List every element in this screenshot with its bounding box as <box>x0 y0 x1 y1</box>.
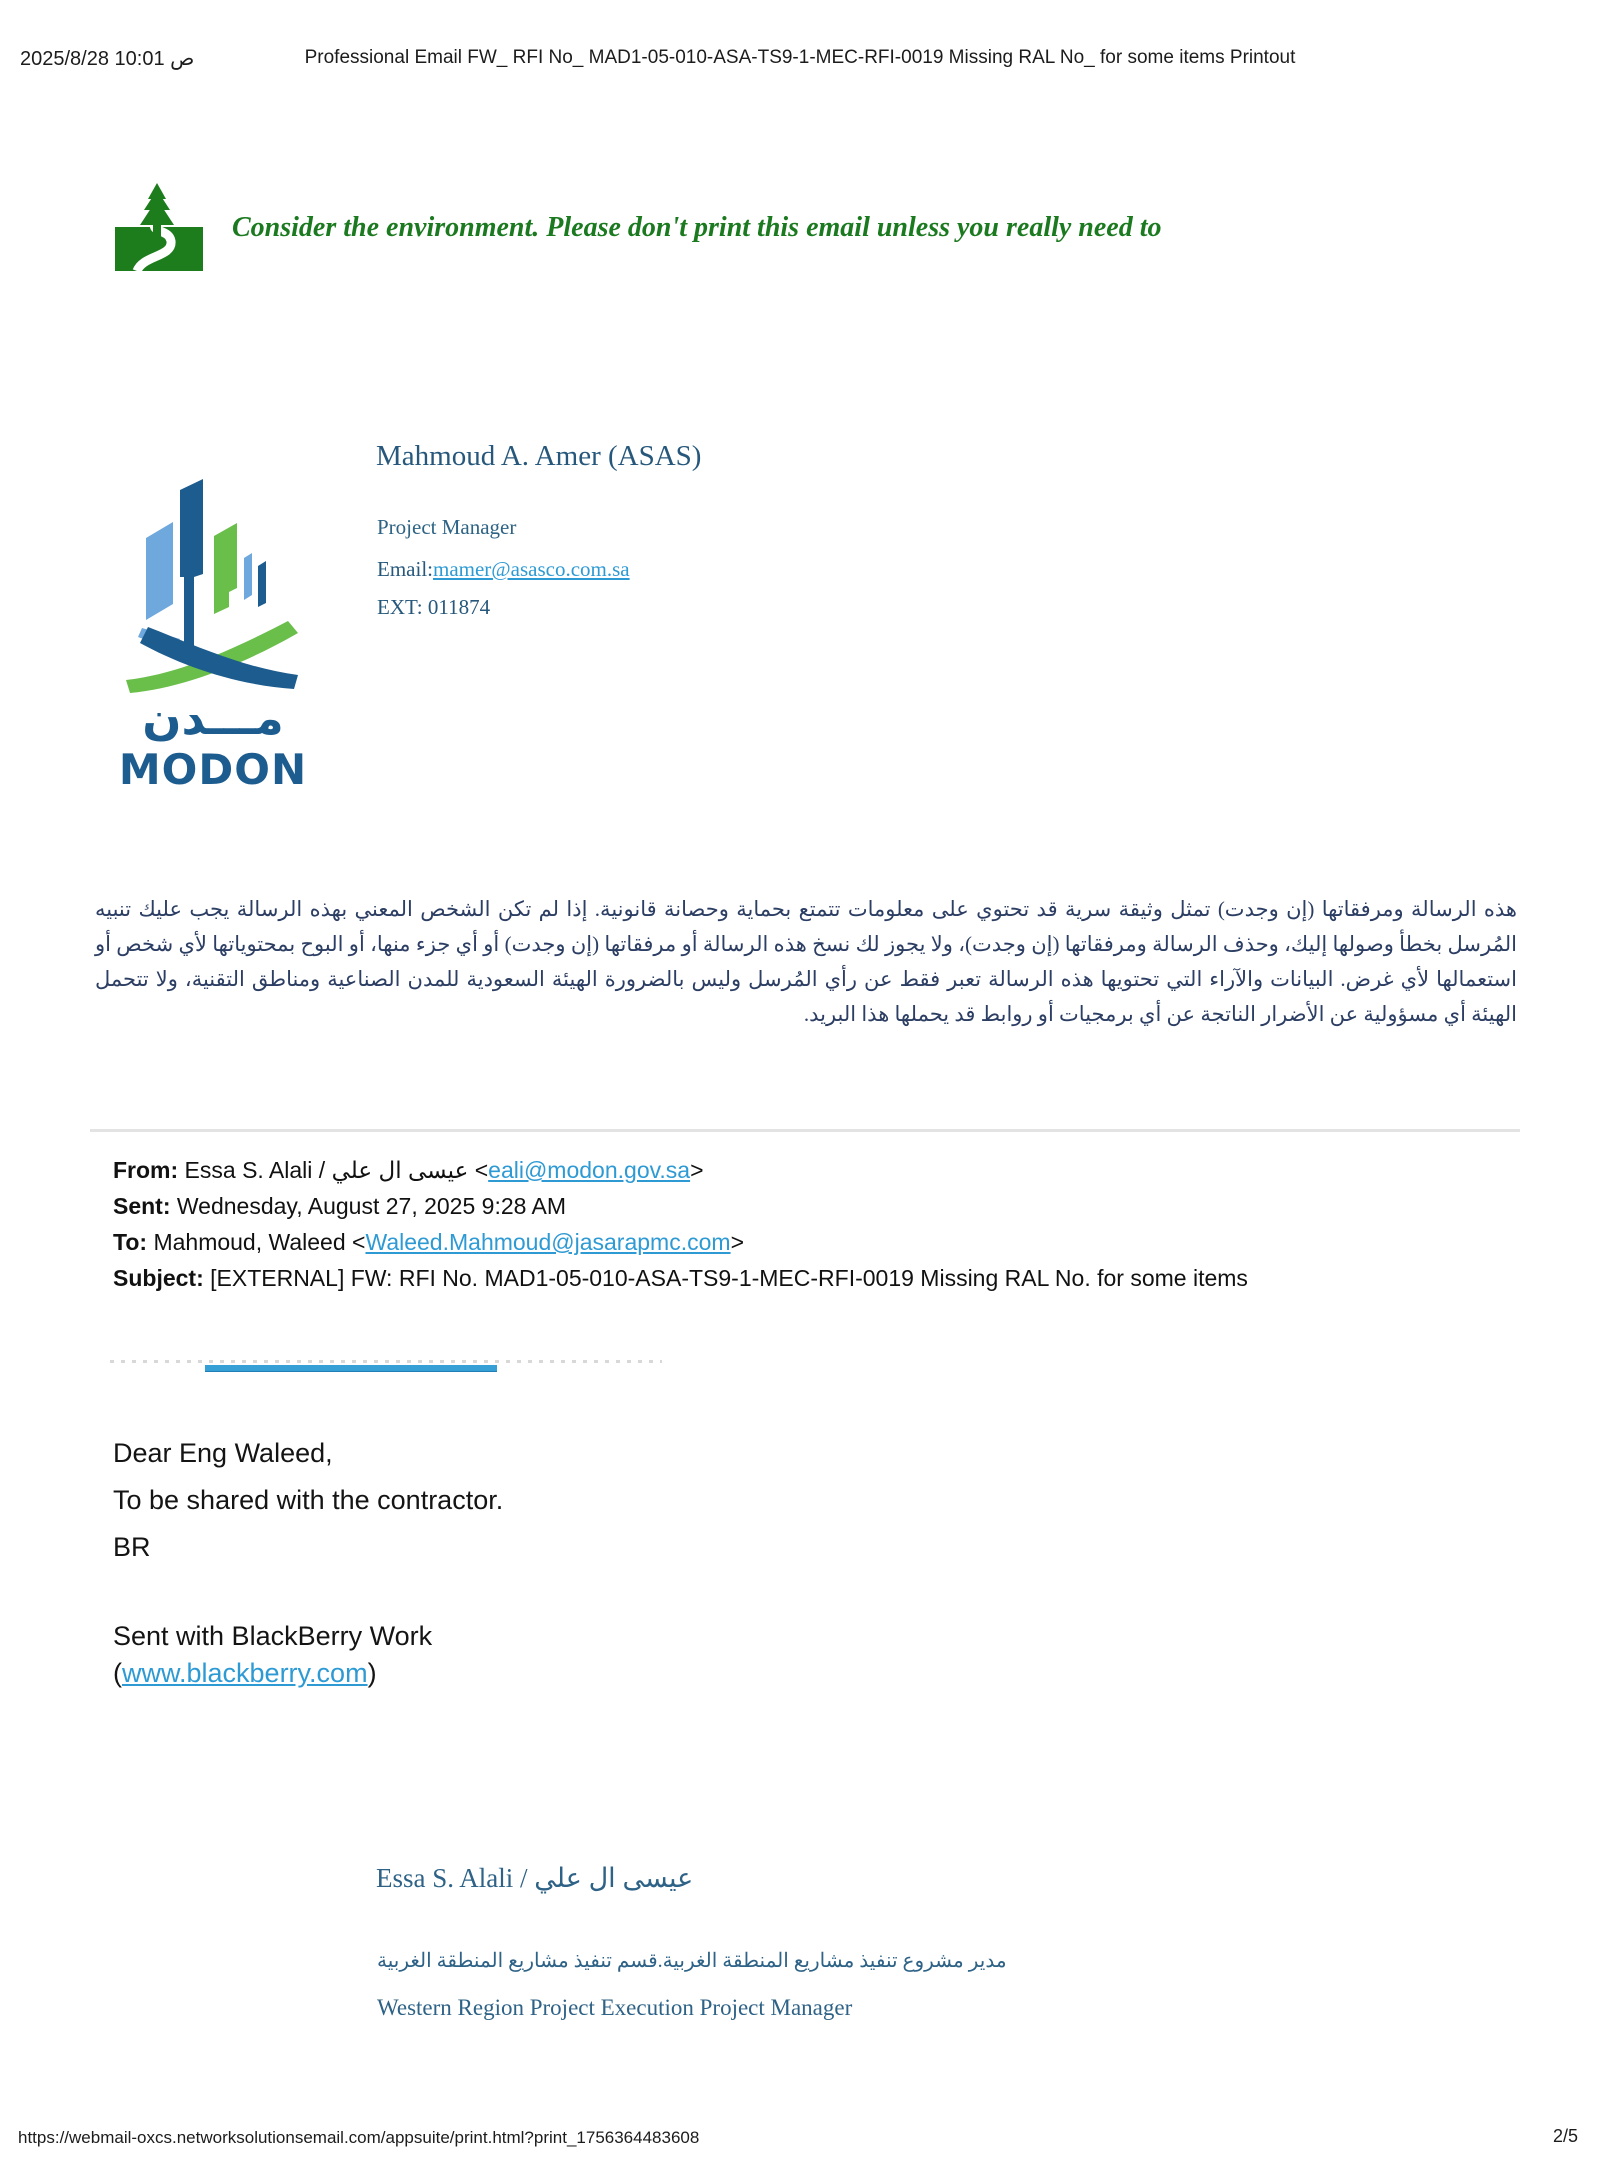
subject-value: [EXTERNAL] FW: RFI No. MAD1-05-010-ASA-TS9-1-MEC-RFI-0019 Missing RAL No. for some items <box>203 1265 1248 1291</box>
modon-latin-wordmark: MODON <box>118 745 308 794</box>
sent-label: Sent: <box>113 1193 171 1219</box>
blackberry-block <box>113 1618 432 1692</box>
arabic-disclaimer: هذه الرسالة ومرفقاتها (إن وجدت) تمثل وثيقة سرية قد تحتوي على معلومات تتمتع بحماية وحصانة قانونية. إذا لم تكن الشخص المعني بهذه الرسالة يجب عليك تنبيه المُرسل بخطأ وصولها إليك، وحذف الرسالة ومرفقاتها (إن وجدت)، ولا يجوز لك نسخ هذه الرسالة أو مرفقاتها (إن وجدت) أو أي جزء منها، أو البوح بمحتوياتها لأي شخص أو استعمالها لأي غرض. البيانات والآراء التي تحتويها هذه الرسالة تعبر فقط عن رأي المُرسل وليس بالضرورة الهيئة السعودية للمدن الصناعية ومناطق التقنية، ولا تتحمل الهيئة أي مسؤولية عن الأضرار الناتجة عن أي برمجيات أو روابط قد يحملها هذا البريد. <box>95 897 1517 1026</box>
subject-line <box>113 1260 1248 1296</box>
from-email-link[interactable]: eali@modon.gov.sa <box>488 1157 691 1183</box>
to-value: Mahmoud, Waleed < <box>147 1229 366 1255</box>
from-close: > <box>690 1157 704 1183</box>
footer-signature-arabic-title: مدير مشروع تنفيذ مشاريع المنطقة الغربية.قسم تنفيذ مشاريع المنطقة الغربية <box>377 1950 1007 1972</box>
sender-name: Mahmoud A. Amer (ASAS) <box>376 440 702 472</box>
sender-email-link[interactable]: mamer@asasco.com.sa <box>433 557 630 581</box>
to-line <box>113 1224 1248 1260</box>
to-label: To: <box>113 1229 148 1255</box>
page-indicator: 2/5 <box>1552 2126 1578 2146</box>
body-line-1: To be shared with the contractor. <box>113 1485 504 1515</box>
from-line <box>113 1152 1248 1188</box>
sender-email-label: Email: <box>377 557 433 581</box>
environment-tree-icon <box>113 183 207 273</box>
paren-close: ) <box>367 1658 377 1688</box>
from-value: Essa S. Alali / عيسى ال علي < <box>178 1157 489 1183</box>
paren-open: ( <box>113 1658 122 1688</box>
sender-email-line <box>377 557 630 582</box>
print-title: Professional Email FW_ RFI No_ MAD1-05-010-ASA-TS9-1-MEC-RFI-0019 Missing RAL No_ for some items Printout <box>304 47 1296 68</box>
environment-message: Consider the environment. Please don't print this email unless you really need to <box>232 212 1162 243</box>
tiny-link-underline[interactable] <box>205 1365 497 1372</box>
sent-value: Wednesday, August 27, 2025 9:28 AM <box>170 1193 567 1219</box>
print-source-url: https://webmail-oxcs.networksolutionsemail.com/appsuite/print.html?print_1756364483608 <box>18 2128 700 2147</box>
sender-role: Project Manager <box>377 515 517 539</box>
divider-line <box>90 1129 1520 1132</box>
to-email-link[interactable]: Waleed.Mahmoud@jasarapmc.com <box>365 1229 731 1255</box>
message-body <box>113 1430 503 1571</box>
modon-arabic-wordmark: مـــدن <box>142 691 284 745</box>
blackberry-link-line <box>113 1655 432 1692</box>
to-close: > <box>730 1229 744 1255</box>
print-datetime: ص 10:01 2025/8/28 <box>20 48 195 70</box>
tiny-illegible-text-line <box>110 1360 662 1363</box>
subject-label: Subject: <box>113 1265 204 1291</box>
sent-line <box>113 1188 1248 1224</box>
email-header-block <box>113 1152 1248 1296</box>
sender-ext: EXT: 011874 <box>377 595 491 619</box>
modon-logo <box>118 476 308 796</box>
greeting: Dear Eng Waleed, <box>113 1438 333 1468</box>
blackberry-link[interactable]: www.blackberry.com <box>122 1658 368 1688</box>
body-line-2: BR <box>113 1532 151 1562</box>
footer-signature-name: Essa S. Alali / عيسى ال علي <box>376 1863 694 1893</box>
sent-with-text: Sent with BlackBerry Work <box>113 1621 433 1651</box>
footer-signature-english-title: Western Region Project Execution Project Manager <box>377 1995 853 2020</box>
from-label: From: <box>113 1157 179 1183</box>
